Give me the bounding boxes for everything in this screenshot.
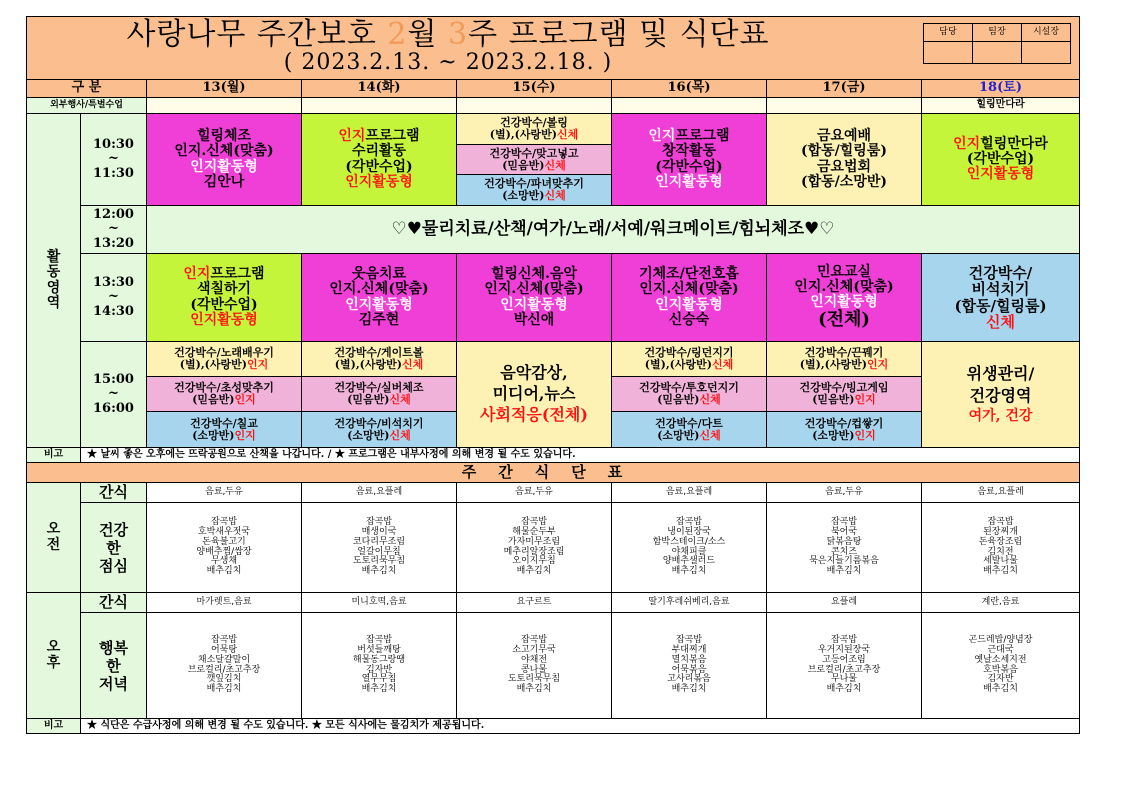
time-slot-4: 15:00 ~ 16:00 bbox=[81, 342, 147, 448]
day-header: 15(수) bbox=[457, 80, 612, 98]
lunch-menu: 잡곡밥 매생이국 코다리무조림 얼갈이무침 도토리묵무침 배추김치 bbox=[302, 503, 457, 593]
am-snack: 음료,두유 bbox=[147, 483, 302, 503]
empty-cell bbox=[612, 98, 767, 114]
day-header: 13(월) bbox=[147, 80, 302, 98]
day-header: 14(화) bbox=[302, 80, 457, 98]
signoff-label-director: 시설장 bbox=[1022, 24, 1071, 42]
signoff-slot bbox=[973, 42, 1022, 64]
lunch-menu: 잡곡밥 된장찌개 돈육장조림 김치전 세발나물 배추김치 bbox=[922, 503, 1080, 593]
day-header-saturday: 18(토) bbox=[922, 80, 1080, 98]
program-fri-slot4: 건강박수/끈꿰기 (별),(사랑반)인지 건강박수/빙고게임 (믿음반)인지 건강박수/컵쌓기 (소망반)인지 bbox=[767, 342, 922, 448]
lunch-label: 건강 한 점심 bbox=[81, 503, 147, 593]
program-sat-slot3: 건강박수/ 비석치기 (합동/힐링룸) 신체 bbox=[922, 254, 1080, 342]
program-tue-slot4: 건강박수/게이트볼 (별),(사랑반)신체 건강박수/실버체조 (믿음반)신체 건강박수/비석치기 (소망반)신체 bbox=[302, 342, 457, 448]
afternoon-label: 오 후 bbox=[27, 593, 81, 719]
empty-cell bbox=[457, 98, 612, 114]
am-snack: 음료,요플레 bbox=[922, 483, 1080, 503]
empty-cell bbox=[147, 98, 302, 114]
lunch-menu: 잡곡밥 북어국 닭볶음탕 콘치즈 묵은지들기름볶음 배추김치 bbox=[767, 503, 922, 593]
dinner-menu: 잡곡밥 부대찌개 멸치볶음 어묵볶음 고사리볶음 배추김치 bbox=[612, 613, 767, 719]
empty-cell bbox=[302, 98, 457, 114]
dinner-label: 행복 한 저녁 bbox=[81, 613, 147, 719]
note-label: 비고 bbox=[27, 448, 81, 463]
program-tue-slot1: 인지프로그램 수리활동 (각반수업) 인지활동형 bbox=[302, 114, 457, 206]
special-event-saturday: 힐링만다라 bbox=[922, 98, 1080, 114]
lunch-menu: 잡곡밥 호박새우젓국 돈육불고기 양배추찜/쌈장 무생채 배추김치 bbox=[147, 503, 302, 593]
dinner-menu: 잡곡밥 버섯들깨탕 해물동그랑땡 김자반 열무무침 배추김치 bbox=[302, 613, 457, 719]
weekly-program-sheet bbox=[26, 16, 1079, 761]
activity-area-label: 활 동 영 역 bbox=[27, 114, 81, 448]
time-slot-1: 10:30 ~ 11:30 bbox=[81, 114, 147, 206]
day-header: 17(금) bbox=[767, 80, 922, 98]
am-snack: 음료,두유 bbox=[457, 483, 612, 503]
program-thu-slot3: 기체조/단전호흡 인지.신체(맞춤) 인지활동형 신승숙 bbox=[612, 254, 767, 342]
program-mon-slot3: 인지프로그램 색칠하기 (각반수업) 인지활동형 bbox=[147, 254, 302, 342]
note-label: 비고 bbox=[27, 719, 81, 734]
program-wed-slot3: 힐링신체.음악 인지.신체(맞춤) 인지활동형 박신애 bbox=[457, 254, 612, 342]
signoff-label-manager: 담당 bbox=[924, 24, 973, 42]
pm-snack: 요구르트 bbox=[457, 593, 612, 613]
program-thu-slot1: 인지프로그램 창작활동 (각반수업) 인지활동형 bbox=[612, 114, 767, 206]
signoff-slot bbox=[924, 42, 973, 64]
category-header: 구 분 bbox=[27, 80, 147, 98]
pm-snack: 미니호떡,음료 bbox=[302, 593, 457, 613]
special-events-label: 외부행사/특별수업 bbox=[27, 98, 147, 114]
program-fri-slot3: 민요교실 인지.신체(맞춤) 인지활동형 (전체) bbox=[767, 254, 922, 342]
pm-snack: 마가렛트,음료 bbox=[147, 593, 302, 613]
page-title: 사랑나무 주간보호 2월 3주 프로그램 및 식단표 bbox=[126, 17, 770, 52]
signoff-slot bbox=[1022, 42, 1071, 64]
dinner-menu: 잡곡밥 소고기무국 야채전 콩나물 도토리묵무침 배추김치 bbox=[457, 613, 612, 719]
morning-label: 오 전 bbox=[27, 483, 81, 593]
program-wed-slot4: 음악감상, 미디어,뉴스 사회적응(전체) bbox=[457, 342, 612, 448]
empty-cell bbox=[767, 98, 922, 114]
dinner-menu: 잡곡밥 우거지된장국 고등어조림 브로컬리/초고추장 무나물 배추김치 bbox=[767, 613, 922, 719]
header-cell bbox=[27, 17, 1080, 80]
meal-section-title: 주간식단표 bbox=[27, 463, 1080, 483]
pm-snack: 딸기후레쉬베리,음료 bbox=[612, 593, 767, 613]
meal-note: ★ 식단은 수급사정에 의해 변경 될 수도 있습니다. ★ 모든 식사에는 물김치가 제공됩니다. bbox=[81, 719, 1080, 734]
program-mon-slot4: 건강박수/노래배우기 (별),(사랑반)인지 건강박수/초성맞추기 (믿음반)인지 건강박수/칠교 (소망반)인지 bbox=[147, 342, 302, 448]
program-tue-slot3: 웃음치료 인지.신체(맞춤) 인지활동형 김주현 bbox=[302, 254, 457, 342]
lunch-menu: 잡곡밥 냉이된장국 함박스테이크/소스 야채피클 양배추샐러드 배추김치 bbox=[612, 503, 767, 593]
time-slot-2: 12:00 ~ 13:20 bbox=[81, 206, 147, 254]
day-header: 16(목) bbox=[612, 80, 767, 98]
program-wed-slot1: 건강박수/볼링 (별),(사랑반)신체 건강박수/맞고넣고 (믿음반)신체 건강박수/파녀맞추기 (소망반)신체 bbox=[457, 114, 612, 206]
am-snack: 음료,요플레 bbox=[612, 483, 767, 503]
program-mon-slot1: 힐링체조 인지.신체(맞춤) 인지활동형 김안나 bbox=[147, 114, 302, 206]
signoff-box bbox=[923, 23, 1071, 64]
program-thu-slot4: 건강박수/링던지기 (별),(사랑반)신체 건강박수/투호던지기 (믿음반)신체 건강박수/다트 (소망반)신체 bbox=[612, 342, 767, 448]
am-snack: 음료,두유 bbox=[767, 483, 922, 503]
program-sat-slot1: 인지힐링만다라 (각반수업) 인지활동형 bbox=[922, 114, 1080, 206]
schedule-table bbox=[26, 16, 1080, 734]
pm-snack: 요플레 bbox=[767, 593, 922, 613]
signoff-label-teamlead: 팀장 bbox=[973, 24, 1022, 42]
program-daily-common: ♡♥물리치료/산책/여가/노래/서예/워크메이트/힘뇌체조♥♡ bbox=[147, 206, 1080, 254]
program-note: ★ 날씨 좋은 오후에는 뜨락공원으로 산책을 나갑니다. / ★ 프로그램은 내부사정에 의해 변경 될 수도 있습니다. bbox=[81, 448, 1080, 463]
lunch-menu: 잡곡밥 해물순두부 가자미무조림 메추리알장조림 오이지무침 배추김치 bbox=[457, 503, 612, 593]
page-subtitle: ( 2023.2.13. ~ 2023.2.18. ) bbox=[283, 50, 613, 76]
time-slot-3: 13:30 ~ 14:30 bbox=[81, 254, 147, 342]
program-sat-slot4: 위생관리/ 건강영역 여가, 건강 bbox=[922, 342, 1080, 448]
pm-snack: 계란,음료 bbox=[922, 593, 1080, 613]
am-snack-label: 간식 bbox=[81, 483, 147, 503]
pm-snack-label: 간식 bbox=[81, 593, 147, 613]
dinner-menu: 잡곡밥 어묵탕 채소달걀말이 브로컬리/초고추장 깻잎김치 배추김치 bbox=[147, 613, 302, 719]
am-snack: 음료,요플레 bbox=[302, 483, 457, 503]
dinner-menu: 곤드레밥/양념장 근대국 옛날소세지전 호박볶음 김자반 배추김치 bbox=[922, 613, 1080, 719]
program-fri-slot1: 금요예배 (합동/힐링룸) 금요법회 (합동/소망반) bbox=[767, 114, 922, 206]
